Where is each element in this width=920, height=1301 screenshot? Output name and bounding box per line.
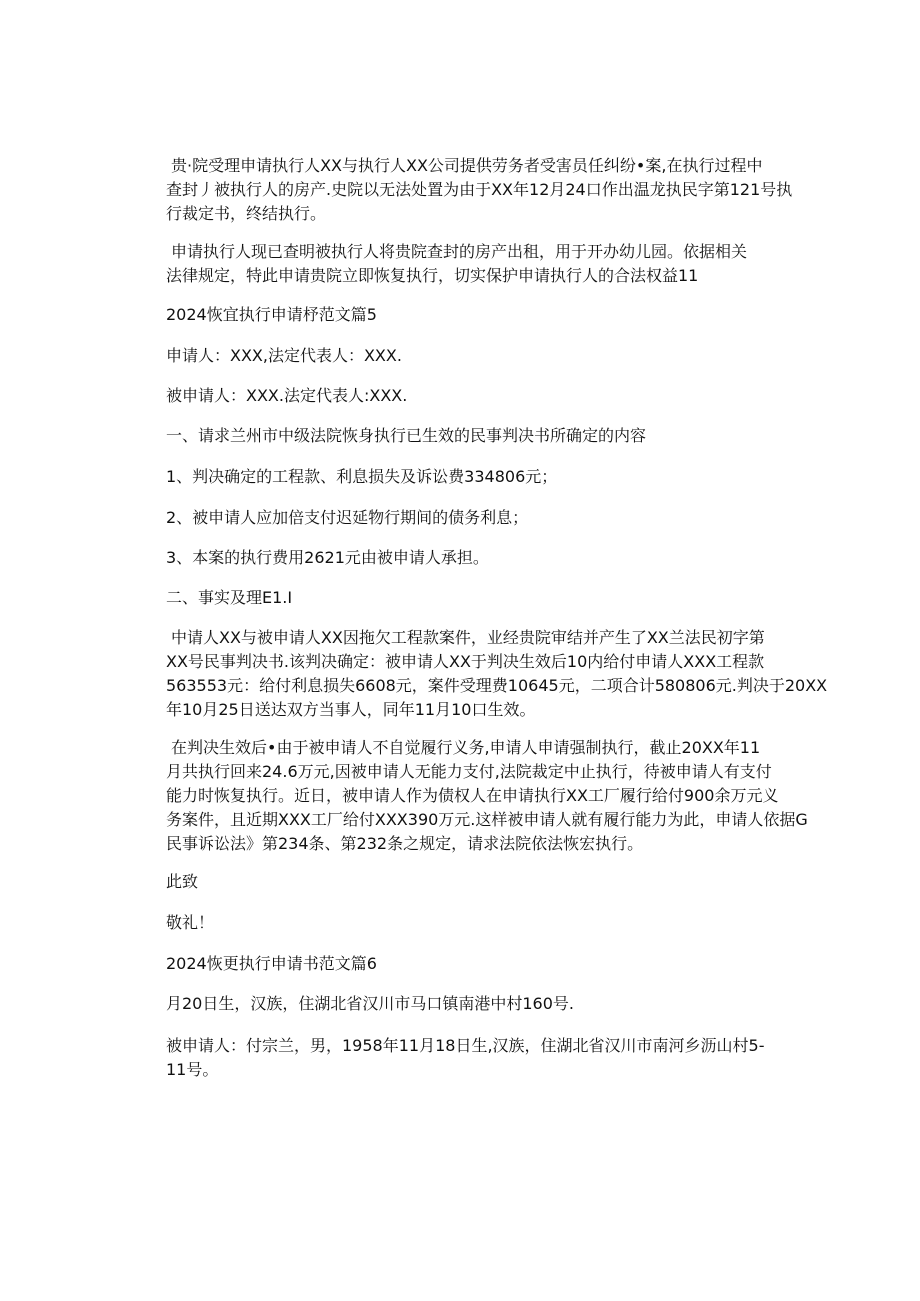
respondent-line: 被申请人：XXX.法定代表人:XXX. [166, 386, 408, 405]
request-item-3: 3、本案的执行费用2621元由被申请人承担。 [166, 548, 489, 567]
text-line: 申请执行人现已查明被执行人将贵院查封的房产出租，用于开办幼儿园。依据相关 [171, 242, 748, 261]
text-line: 民事诉讼法》第234条、第232条之规定，请求法院依法恢宏执行。 [166, 834, 644, 853]
text-line: 563553元：给付利息损失6608元，案件受理费10645元，二项合计580806元.判决于20XX [166, 676, 828, 695]
text-line: 11号。 [166, 1060, 219, 1079]
paragraph-respondent-info [166, 1034, 786, 1082]
text-line: 行裁定书，终结执行。 [166, 204, 327, 223]
closing-regards: 敬礼！ [166, 913, 215, 932]
paragraph-request-reason [166, 240, 786, 288]
section-heading-sample-5: 2024恢宜执行申请杼范文篇5 [166, 305, 377, 324]
text-line: 查封丿被执行人的房产.史院以无法处置为由于XX年12月24口作出温龙执民字第121号执 [166, 180, 793, 199]
text-line: 贵·院受理申请执行人XX与执行人XX公司提供劳务者受害员任纠纷•案,在执行过程中 [171, 156, 763, 175]
text-line: 月共执行回来24.6万元,因被申请人无能力支付,法院裁定中止执行，待被申请人有支付 [166, 762, 772, 781]
text-line: 中请人XX与被申请人XX因拖欠工程款案件，业经贵院审结并产生了XX兰法民初字第 [171, 628, 765, 647]
paragraph-case-background [166, 154, 793, 226]
request-item-2: 2、被申请人应加倍支付迟延物行期间的债务利息； [166, 508, 529, 527]
facts-heading: 二、事实及理E1.I [166, 588, 293, 607]
text-line: 能力时恢复执行。近日，被申请人作为债权人在申请执行XX工厂履行给付900余万元义 [166, 786, 779, 805]
text-line: XX号民事判决书.该判决确定：被申请人XX于判决生效后10内给付申请人XXX工程款 [166, 652, 765, 671]
applicant-line: 申请人：XXX,法定代表人：XXX. [166, 346, 402, 365]
section-heading-sample-6: 2024恢更执行申请书范文篇6 [166, 954, 377, 973]
text-line: 法律规定，特此申请贵院立即恢复执行，切实保护申请执行人的合法权益11 [166, 266, 699, 285]
closing-salutation: 此致 [166, 872, 199, 891]
text-line: 被申请人：付宗兰，男，1958年11月18日生,汉族，住湖北省汉川市南河乡沥山村5- [166, 1036, 765, 1055]
text-line: 在判决生效后•由于被申请人不自觉履行义务,申请人申请强制执行，截止20XX年11 [171, 738, 761, 757]
request-heading: 一、请求兰州市中级法院恢身执行已生效的民事判决书所确定的内容 [166, 426, 647, 445]
paragraph-enforcement [166, 736, 808, 856]
request-item-1: 1、判决确定的工程款、利息损失及诉讼费334806元； [166, 467, 558, 486]
text-line: 务案件，且近期XXX工厂给付XXX390万元.这样被申请人就有履行能力为此，申请人依据G [166, 810, 808, 829]
text-line: 年10月25日送达双方当事人，同年11月10口生效。 [166, 700, 536, 719]
paragraph-facts [166, 626, 828, 722]
applicant-info-line: 月20日生，汉族，住湖北省汉川市马口镇南港中村160号. [166, 994, 574, 1013]
